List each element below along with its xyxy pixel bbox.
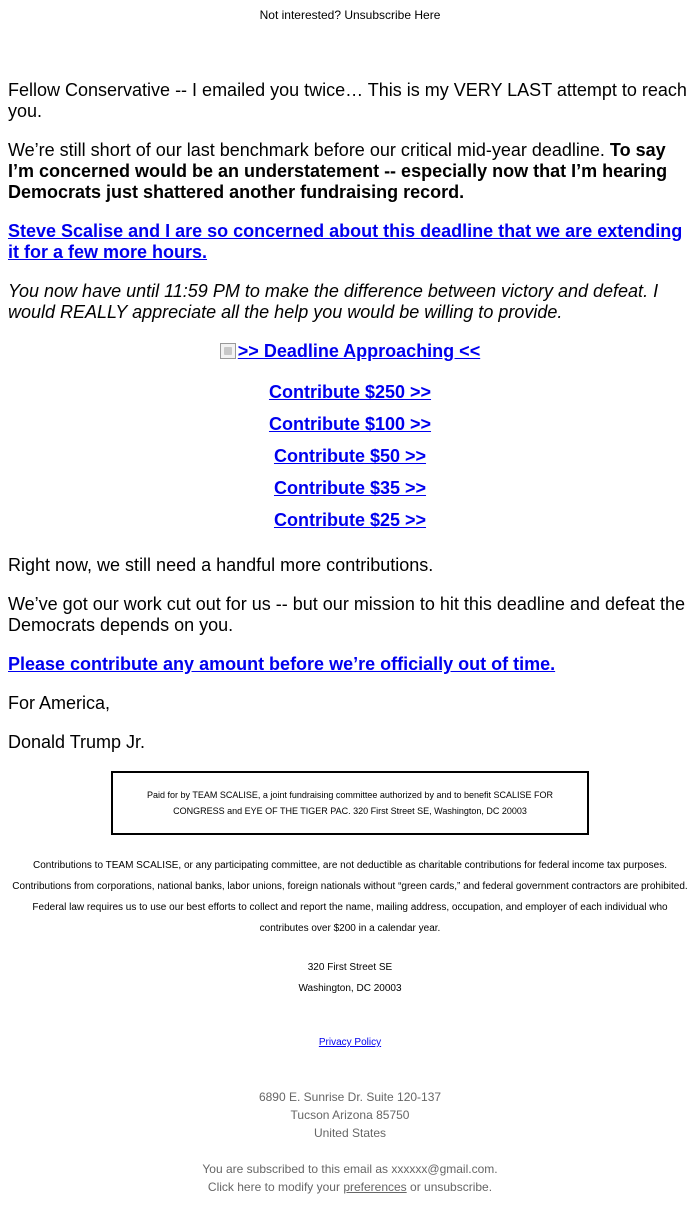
contribute-35-link[interactable]: Contribute $35 >>: [273, 478, 427, 498]
modify-prefix: Click here to modify your: [207, 1180, 344, 1194]
mailing-address-line2: Tucson Arizona 85750: [290, 1108, 410, 1122]
email-body: [0, 80, 700, 753]
committee-address-line2: Washington, DC 20003: [298, 983, 402, 994]
extension-link[interactable]: Steve Scalise and I are so concerned about this deadline that we are extending it for a few more hours.: [8, 221, 683, 262]
unsubscribe-text[interactable]: Not interested? Unsubscribe Here: [259, 8, 441, 22]
contribute-any-link[interactable]: Please contribute any amount before we’re officially out of time.: [8, 654, 556, 674]
deadline-paragraph: You now have until 11:59 PM to make the difference between victory and defeat. I would REALLY appreciate all the help you would be willing to provide.: [8, 281, 659, 322]
mailing-address-line3: United States: [313, 1126, 387, 1140]
paid-for-box: [111, 771, 589, 835]
contribute-25-link[interactable]: Contribute $25 >>: [273, 510, 427, 530]
contribute-250-link[interactable]: Contribute $250 >>: [268, 382, 432, 402]
contribute-100-link[interactable]: Contribute $100 >>: [268, 414, 432, 434]
mailing-address-line1: 6890 E. Sunrise Dr. Suite 120-137: [258, 1090, 442, 1104]
paid-for-text: Paid for by TEAM SCALISE, a joint fundraising committee authorized by and to benefit SCALISE FOR CONGRESS and EYE OF THE TIGER PAC. 320 First Street SE, Washington, DC 20003: [146, 790, 554, 816]
signature: Donald Trump Jr.: [8, 732, 146, 752]
contribute-any-paragraph: [8, 654, 692, 675]
contribution-links: [8, 382, 692, 531]
deadline-banner-link[interactable]: [220, 341, 480, 361]
tax-disclaimer: Contributions to TEAM SCALISE, or any participating committee, are not deductible as charitable contributions for federal income tax purposes. Contributions from corporations, national banks, labor unions, foreign nationals without “green cards,” and federal government contractors are prohibited. Federal law requires us to use our best efforts to collect and report the name, mailing address, occupation, and employer of each individual who contributes over $200 in a calendar year.: [12, 860, 688, 934]
contribute-50-link[interactable]: Contribute $50 >>: [273, 446, 427, 466]
subscribed-email-text: You are subscribed to this email as xxxxxx@gmail.com.: [202, 1162, 498, 1176]
modify-preferences-line: [0, 1178, 700, 1196]
mission-paragraph: We’ve got our work cut out for us -- but our mission to hit this deadline and defeat the Democrats depends on you.: [8, 594, 686, 635]
mailing-address: [0, 1088, 700, 1142]
need-contributions-paragraph: Right now, we still need a handful more contributions.: [8, 555, 434, 575]
concern-bold-text: To say I’m concerned would be an understatement -- especially now that I’m hearing Democrats just shattered another fundraising record.: [8, 140, 668, 202]
committee-address-line1: 320 First Street SE: [307, 962, 393, 973]
unsubscribe-header[interactable]: [0, 0, 700, 28]
deadline-banner-text[interactable]: >> Deadline Approaching <<: [237, 341, 481, 361]
broken-image-icon: [220, 343, 236, 359]
signoff: For America,: [8, 693, 111, 713]
intro-paragraph: Fellow Conservative -- I emailed you twice… This is my VERY LAST attempt to reach you.: [8, 80, 687, 121]
privacy-policy-link[interactable]: Privacy Policy: [318, 1037, 382, 1048]
concern-paragraph: [8, 140, 692, 203]
preferences-link[interactable]: preferences: [343, 1180, 407, 1194]
extension-paragraph: [8, 221, 692, 263]
privacy-section: [0, 1037, 700, 1048]
committee-address: [0, 957, 700, 999]
concern-text: We’re still short of our last benchmark before our critical mid-year deadline.: [8, 140, 610, 160]
modify-suffix: or unsubscribe.: [406, 1180, 493, 1194]
subscription-info: [0, 1160, 700, 1196]
deadline-banner[interactable]: [8, 341, 692, 362]
